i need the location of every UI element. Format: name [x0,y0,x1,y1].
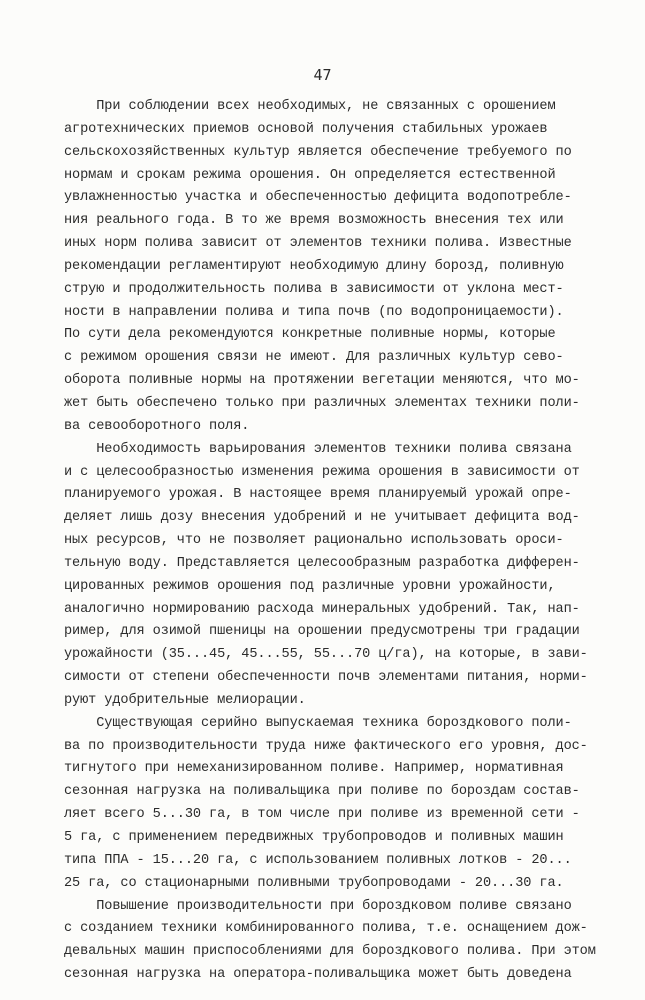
text-line: симости от степени обеспеченности почв элементами питания, норми- [64,670,588,686]
text-line: ва по производительности труда ниже фактического его уровня, дос- [64,738,588,754]
text-line: оборота поливные нормы на протяжении вегетации меняются, что мо- [64,373,580,389]
text-line: По сути дела рекомендуются конкретные поливные нормы, которые [64,327,556,343]
text-line: цированных режимов орошения под различные уровни урожайности, [64,578,556,594]
text-line: ва севооборотного поля. [64,418,250,434]
text-line: 5 га, с применением передвижных трубопроводов и поливных машин [64,830,564,845]
text-line: ния реального года. В то же время возможность внесения тех или [64,213,564,229]
text-line: типа ППА - 15...20 га, с использованием поливных лотков - 20... [64,852,572,868]
text-line: тельную воду. Представляется целесообразным разработка дифферен- [64,555,580,571]
text-line: сезонная нагрузка на оператора-поливальщика может быть доведена [64,967,572,983]
text-line: планируемого урожая. В настоящее время планируемый урожай опре- [64,487,572,503]
text-line: девальных машин приспособлениями для бороздкового полива. При этом [64,944,596,960]
text-line: сельскохозяйственных культур является обеспечение требуемого по [64,144,572,160]
text-line: аналогично нормированию расхода минеральных удобрений. Так, нап- [64,601,580,617]
text-line: ляет всего 5...30 га, в том числе при поливе из временной сети - [64,807,580,823]
text-line: Повышение производительности при бороздковом поливе связано [64,898,572,914]
text-line: Существующая серийно выпускаемая техника бороздкового поли- [64,715,572,731]
text-line: с режимом орошения связи не имеют. Для различных культур сево- [64,350,564,366]
text-line: ных ресурсов, что не позволяет рационально использовать ороси- [64,533,564,549]
text-line: При соблюдении всех необходимых, не связанных с орошением [64,99,556,114]
text-line: 25 га, со стационарными поливными трубопроводами - 20...30 га. [64,875,564,891]
text-line: ример, для озимой пшеницы на орошении предусмотрены три градации [64,624,580,640]
text-line: урожайности (35...45, 45...55, 55...70 ц/га), на которые, в зави- [64,647,588,663]
text-line: иных норм полива зависит от элементов техники полива. Известные [64,236,572,252]
text-line: струю и продолжительность полива в зависимости от уклона мест- [64,281,564,297]
text-line: увлажненностью участка и обеспеченностью дефицита водопотребле- [64,190,572,206]
text-line: с созданием техники комбинированного полива, т.е. оснащением дож- [64,921,588,937]
text-line: ности в направлении полива и типа почв (по водопроницаемости). [64,304,564,320]
text-line: деляет лишь дозу внесения удобрений и не учитывает дефицита вод- [64,510,580,526]
text-line: нормам и срокам режима орошения. Он определяется естественной [64,167,556,183]
text-line: сезонная нагрузка на поливальщика при поливе по бороздам состав- [64,784,580,800]
text-line: тигнутого при немеханизированном поливе. Например, нормативная [64,761,564,777]
text-line: руют удобрительные мелиорации. [64,692,306,708]
text-line: и с целесообразностью изменения режима орошения в зависимости от [64,464,580,480]
text-line: рекомендации регламентируют необходимую длину борозд, поливную [64,258,564,274]
text-line: жет быть обеспечено только при различных элементах техники поли- [64,395,580,411]
text-line: агротехнических приемов основой получения стабильных урожаев [64,121,548,137]
text-line: Необходимость варьирования элементов техники полива связана [64,441,572,457]
body-text [64,96,596,987]
page-number: 47 [313,66,332,84]
